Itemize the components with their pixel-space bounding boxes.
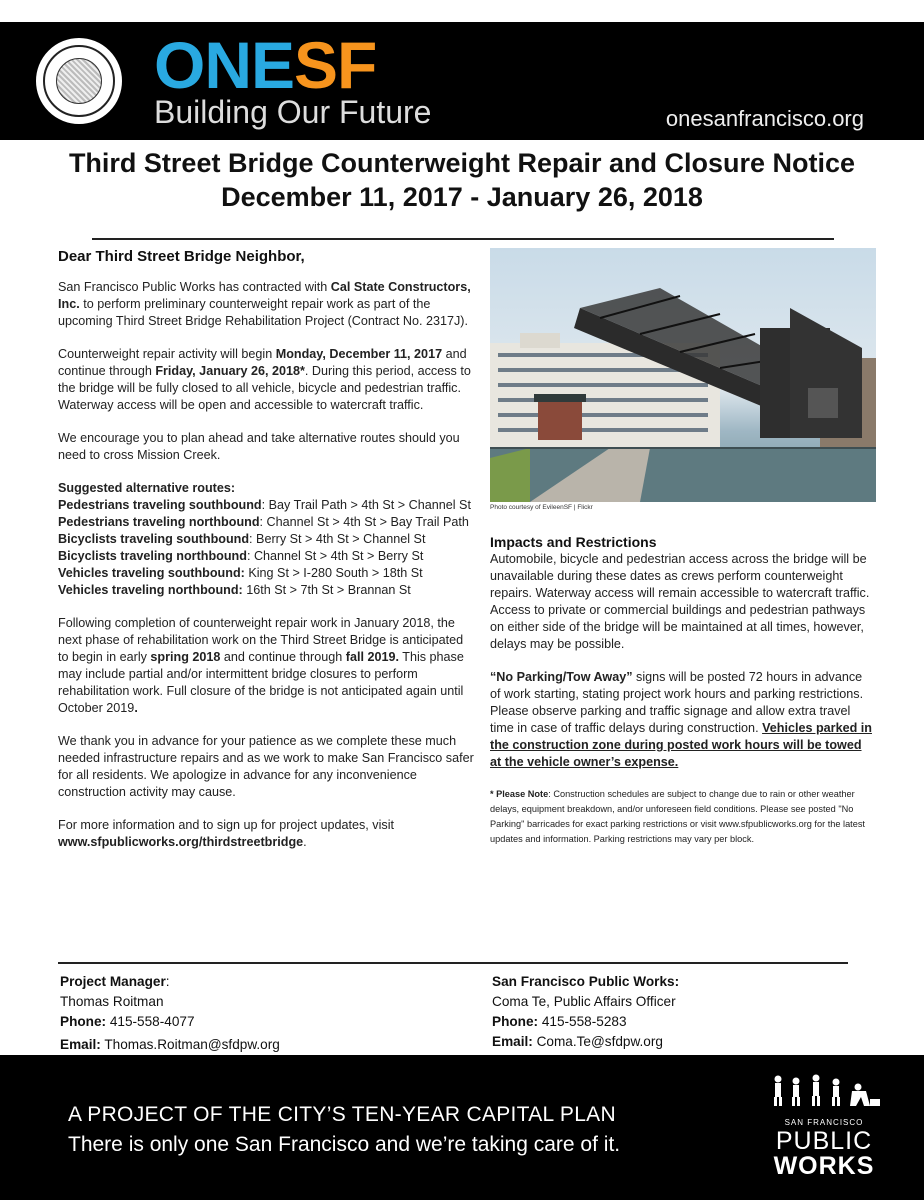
contact-email bbox=[60, 1035, 280, 1055]
text: Following completion of counterweight repair work in January 2018, the next phase of rehabilitation work on the Third Street Bridge is anticipated to begin in early bbox=[58, 616, 464, 664]
schedule-note bbox=[490, 787, 876, 847]
site-url[interactable]: onesanfrancisco.org bbox=[665, 106, 864, 131]
route-path: Channel St > 4th St > Berry St bbox=[253, 549, 424, 563]
sfpw-contact bbox=[492, 972, 679, 1052]
note-label: * Please Note bbox=[490, 789, 549, 799]
bridge-photo bbox=[490, 248, 876, 502]
impacts-title: Impacts and Restrictions bbox=[490, 534, 657, 550]
contact-heading bbox=[60, 972, 280, 992]
contractor-name: Cal State Constructors, Inc. bbox=[58, 280, 471, 311]
contact-phone bbox=[492, 1012, 679, 1032]
photo-credit: Photo courtesy of EvileenSF | Flickr bbox=[490, 504, 593, 511]
routes-title: Suggested alternative routes: bbox=[58, 481, 236, 495]
page-title: Third Street Bridge Counterweight Repair and Closure Notice bbox=[68, 148, 856, 178]
text: : bbox=[165, 974, 170, 989]
text: : bbox=[249, 532, 257, 546]
text: : bbox=[261, 498, 269, 512]
route-item bbox=[58, 565, 476, 582]
text: signs will be posted 72 hours in advance of work starting, stating project work hours and parking restrictions. Please observe parking and traffic signage and allow extra travel time in case of traffic delays during construction. bbox=[490, 670, 864, 735]
public-works-logo bbox=[766, 1073, 882, 1189]
footer-band bbox=[0, 1055, 924, 1200]
contact-name: Thomas Roitman bbox=[60, 994, 164, 1009]
text: and continue through bbox=[58, 347, 467, 378]
phone-value: 415-558-5283 bbox=[538, 1014, 627, 1029]
logo-one-text: ONE bbox=[154, 28, 295, 102]
route-path: 16th St > 7th St > Brannan St bbox=[246, 583, 411, 597]
phase-end: fall 2019. bbox=[345, 650, 399, 664]
end-date: Friday, January 26, 2018* bbox=[155, 364, 305, 378]
letter-column bbox=[58, 248, 476, 867]
alternative-routes bbox=[58, 480, 476, 599]
phone-label: Phone: bbox=[492, 1014, 539, 1029]
text: . bbox=[303, 835, 307, 849]
title-divider bbox=[92, 238, 834, 240]
email-link[interactable]: Thomas.Roitman@sfdpw.org bbox=[100, 1037, 280, 1052]
project-manager-contact bbox=[60, 972, 280, 1055]
impacts-paragraph: Automobile, bicycle and pedestrian access across the bridge will be unavailable during these dates as crews perform counterweight repairs. Waterway access will remain accessible to watercraft traffic. Access to private or commercial buildings and pedestrian pathways on either side of the bridge will be maintained at all times, however, delays may be possible. bbox=[490, 552, 870, 651]
note-text: : Construction schedules are subject to change due to rain or other weather delays, equipment breakdown, and/or unforeseen field conditions. Please see posted "No Parking" barricades for exact parking restrictions or visit www.sfpublicworks.org for the latest updates and information. Parking restrictions may vary per block. bbox=[490, 789, 865, 844]
logo-sf-label: SAN FRANCISCO bbox=[784, 1118, 864, 1127]
city-seal-icon bbox=[36, 38, 122, 124]
route-item bbox=[58, 497, 476, 514]
text: San Francisco Public Works has contracted with bbox=[58, 280, 331, 294]
start-date: Monday, December 11, 2017 bbox=[275, 347, 443, 361]
route-who: Vehicles traveling northbound: bbox=[58, 583, 243, 597]
route-path: King St > I-280 South > 18th St bbox=[248, 566, 423, 580]
text: to perform preliminary counterweight repair work as part of the upcoming Third Street Bridge Rehabilitation Project (Contract No. 2317J). bbox=[58, 297, 468, 328]
email-label: Email: bbox=[492, 1034, 533, 1049]
contact-heading: San Francisco Public Works: bbox=[492, 974, 680, 989]
greeting: Dear Third Street Bridge Neighbor, bbox=[58, 248, 305, 265]
footer-headline: A PROJECT OF THE CITY’S TEN-YEAR CAPITAL PLAN bbox=[68, 1103, 616, 1126]
tow-warning: Vehicles parked in the construction zone during posted work hours will be towed at the vehicle owner’s expense. bbox=[490, 721, 872, 769]
impacts-column bbox=[490, 534, 876, 847]
text: and continue through bbox=[220, 650, 346, 664]
route-item bbox=[58, 531, 476, 548]
text: This phase may include partial and/or intermittent bridge closures to perform rehabilitation work. Full closure of the bridge is not anticipated again until October 2019 bbox=[58, 650, 464, 715]
contact-phone bbox=[60, 1012, 280, 1032]
text: Counterweight repair activity will begin bbox=[58, 347, 276, 361]
route-path: Berry St > 4th St > Channel St bbox=[256, 532, 426, 546]
logo-works-label: WORKS bbox=[773, 1152, 875, 1180]
route-path: Channel St > 4th St > Bay Trail Path bbox=[266, 515, 469, 529]
contacts-divider bbox=[58, 962, 848, 964]
bridge-illustration bbox=[490, 248, 876, 502]
text: Project Manager bbox=[60, 974, 166, 989]
text: . bbox=[134, 701, 138, 715]
email-link[interactable]: Coma.Te@sfdpw.org bbox=[532, 1034, 663, 1049]
phone-label: Phone: bbox=[60, 1014, 107, 1029]
phone-value: 415-558-4077 bbox=[106, 1014, 195, 1029]
route-item bbox=[58, 514, 476, 531]
footer-tagline: There is only one San Francisco and we’re taking care of it. bbox=[68, 1133, 621, 1156]
people-working-icon bbox=[766, 1073, 882, 1107]
thank-you-paragraph: We thank you in advance for your patience as we complete these much needed infrastructure repairs and as we work to make San Francisco safer for all residents. We apologize in advance for any inconvenience construction activity may cause. bbox=[58, 734, 474, 799]
phase-start: spring 2018 bbox=[150, 650, 221, 664]
no-parking-sign-text: “No Parking/Tow Away” bbox=[490, 670, 633, 684]
contact-name: Coma Te, Public Affairs Officer bbox=[492, 994, 676, 1009]
contact-email bbox=[492, 1032, 679, 1052]
logo-public-label: PUBLIC bbox=[775, 1127, 873, 1155]
route-who: Bicyclists traveling northbound bbox=[58, 549, 247, 563]
project-link[interactable]: www.sfpublicworks.org/thirdstreetbridge bbox=[58, 835, 304, 849]
page-title-dates: December 11, 2017 - January 26, 2018 bbox=[221, 182, 703, 212]
text: : bbox=[259, 515, 267, 529]
schedule-paragraph bbox=[58, 346, 476, 414]
next-phase-paragraph bbox=[58, 615, 476, 717]
route-path: Bay Trail Path > 4th St > Channel St bbox=[268, 498, 471, 512]
more-info-paragraph bbox=[58, 817, 476, 851]
route-who: Bicyclists traveling southbound bbox=[58, 532, 250, 546]
seal-emblem bbox=[56, 58, 102, 104]
route-item bbox=[58, 548, 476, 565]
route-item bbox=[58, 582, 476, 599]
route-who: Pedestrians traveling northbound bbox=[58, 515, 260, 529]
text: . During this period, access to the bridge will be fully closed to all vehicle, bicycle and pedestrian traffic. Waterway access will be open and accessible to watercraft traffic. bbox=[58, 364, 471, 412]
onesf-logo bbox=[154, 28, 377, 102]
email-label: Email: bbox=[60, 1037, 101, 1052]
text: For more information and to sign up for project updates, visit bbox=[58, 818, 394, 832]
route-who: Pedestrians traveling southbound bbox=[58, 498, 262, 512]
intro-paragraph bbox=[58, 279, 476, 330]
logo-sf-text: SF bbox=[294, 28, 377, 102]
route-who: Vehicles traveling southbound: bbox=[58, 566, 245, 580]
plan-ahead-paragraph: We encourage you to plan ahead and take alternative routes should you need to cross Mission Creek. bbox=[58, 431, 460, 462]
text: : bbox=[246, 549, 254, 563]
logo-tagline: Building Our Future bbox=[154, 94, 432, 130]
header-band bbox=[0, 22, 924, 140]
parking-paragraph bbox=[490, 669, 876, 771]
